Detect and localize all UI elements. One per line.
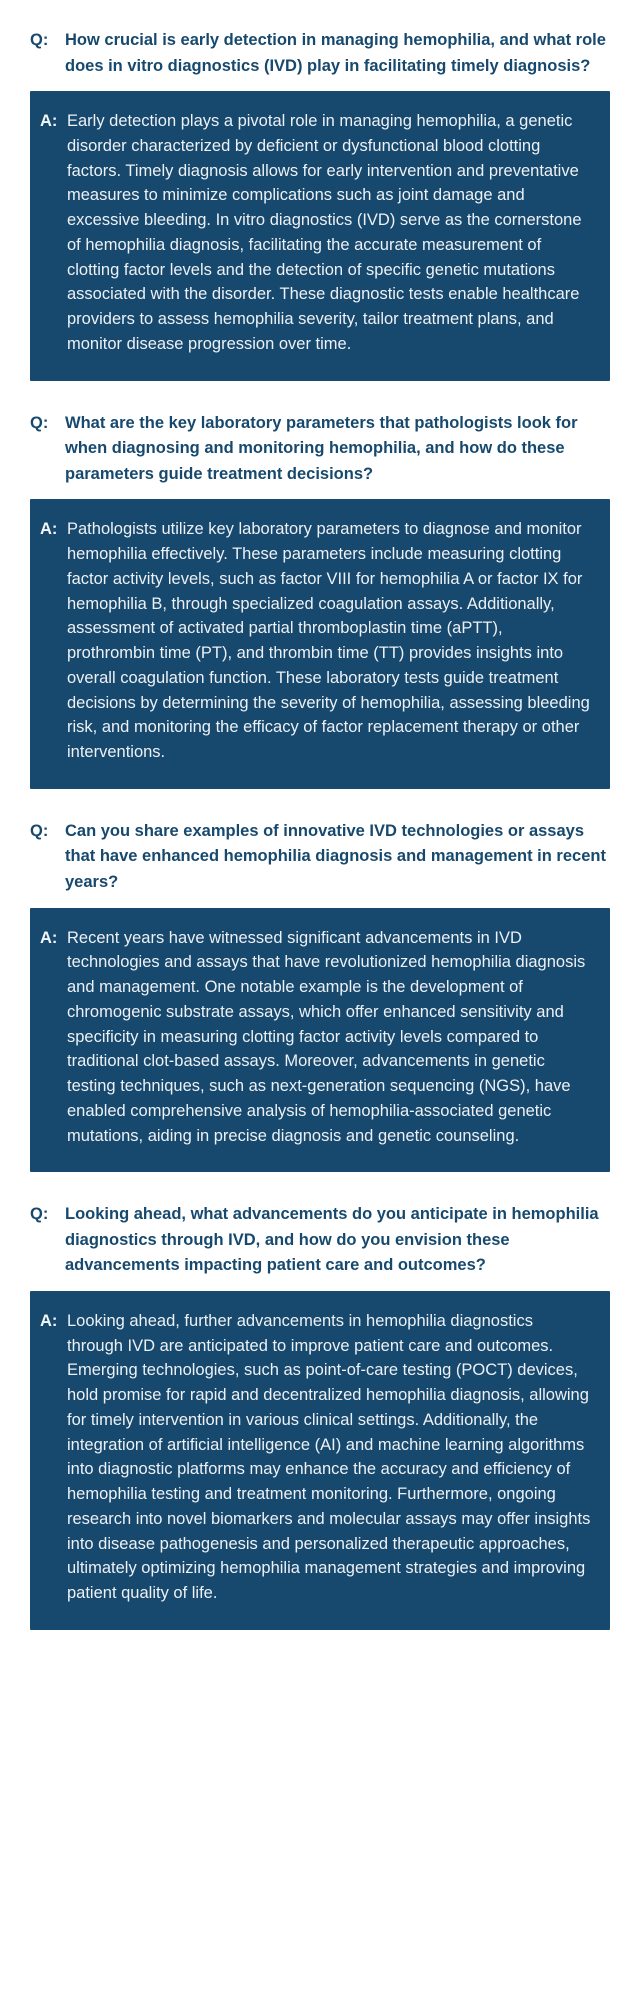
question-text: Can you share examples of innovative IVD technologies or assays that have enhanced hemophilia diagnosis and management in recent years? (65, 821, 606, 891)
question-text: What are the key laboratory parameters that pathologists look for when diagnosing and monitoring hemophilia, and how do these parameters guide treatment decisions? (65, 413, 578, 483)
question-block (30, 411, 609, 488)
answer-text: Early detection plays a pivotal role in managing hemophilia, a genetic disorder characterized by deficient or dysfunctional blood clotting factors. Timely diagnosis allows for early intervention and preventative measures to minimize complications such as joint damage and excessive bleeding. In vitro diagnostics (IVD) serve as the cornerstone of hemophilia diagnosis, facilitating the accurate measurement of clotting factor levels and the detection of specific genetic mutations associated with the disorder. These diagnostic tests enable healthcare providers to assess hemophilia severity, tailor treatment plans, and monitor disease progression over time. (67, 112, 582, 353)
qa-pair (0, 28, 637, 381)
answer-block (30, 91, 610, 381)
answer-text: Pathologists utilize key laboratory parameters to diagnose and monitor hemophilia effectively. These parameters include measuring clotting factor activity levels, such as factor VIII for hemophilia A or factor IX for hemophilia B, through specialized coagulation assays. Additionally, assessment of activated partial thromboplastin time (aPTT), prothrombin time (PT), and thrombin time (TT) provides insights into overall coagulation function. These laboratory tests guide treatment decisions by determining the severity of hemophilia, assessing bleeding risk, and monitoring the efficacy of factor replacement therapy or other interventions. (67, 520, 590, 762)
answer-label: A: (40, 1311, 58, 1330)
answer-block (30, 499, 610, 789)
answer-block (30, 1291, 610, 1630)
answer-label: A: (40, 112, 58, 131)
qa-pair (0, 819, 637, 1172)
question-label: Q: (30, 413, 49, 432)
answer-label: A: (40, 928, 58, 947)
question-label: Q: (30, 821, 49, 840)
qa-list (0, 28, 637, 1630)
question-label: Q: (30, 1205, 49, 1224)
question-label: Q: (30, 31, 49, 49)
answer-label: A: (40, 520, 58, 539)
answer-block (30, 908, 610, 1173)
question-block (30, 28, 609, 79)
answer-text: Looking ahead, further advancements in hemophilia diagnostics through IVD are anticipated to improve patient care and outcomes. Emerging technologies, such as point-of-care testing (POCT) devices, hold promise for rapid and decentralized hemophilia diagnosis, allowing for timely intervention in various clinical settings. Additionally, the integration of artificial intelligence (AI) and machine learning algorithms into diagnostic platforms may enhance the accuracy and efficiency of hemophilia testing and treatment monitoring. Furthermore, ongoing research into novel biomarkers and molecular assays may offer insights into disease pathogenesis and personalized therapeutic approaches, ultimately optimizing hemophilia management strategies and improving patient quality of life. (67, 1311, 591, 1603)
question-text: How crucial is early detection in managing hemophilia, and what role does in vitro diagnostics (IVD) play in facilitating timely diagnosis? (65, 31, 606, 75)
question-block (30, 1202, 609, 1279)
answer-text: Recent years have witnessed significant advancements in IVD technologies and assays that have revolutionized hemophilia diagnosis and management. One notable example is the development of chromogenic substrate assays, which offer enhanced sensitivity and specificity in measuring clotting factor activity levels compared to traditional clot-based assays. Moreover, advancements in genetic testing techniques, such as next-generation sequencing (NGS), have enabled comprehensive analysis of hemophilia-associated genetic mutations, aiding in precise diagnosis and genetic counseling. (67, 928, 586, 1145)
question-block (30, 819, 609, 896)
qa-pair (0, 411, 637, 789)
qa-pair (0, 1202, 637, 1630)
question-text: Looking ahead, what advancements do you anticipate in hemophilia diagnostics through IVD, and how do you envision these advancements impacting patient care and outcomes? (65, 1205, 599, 1275)
